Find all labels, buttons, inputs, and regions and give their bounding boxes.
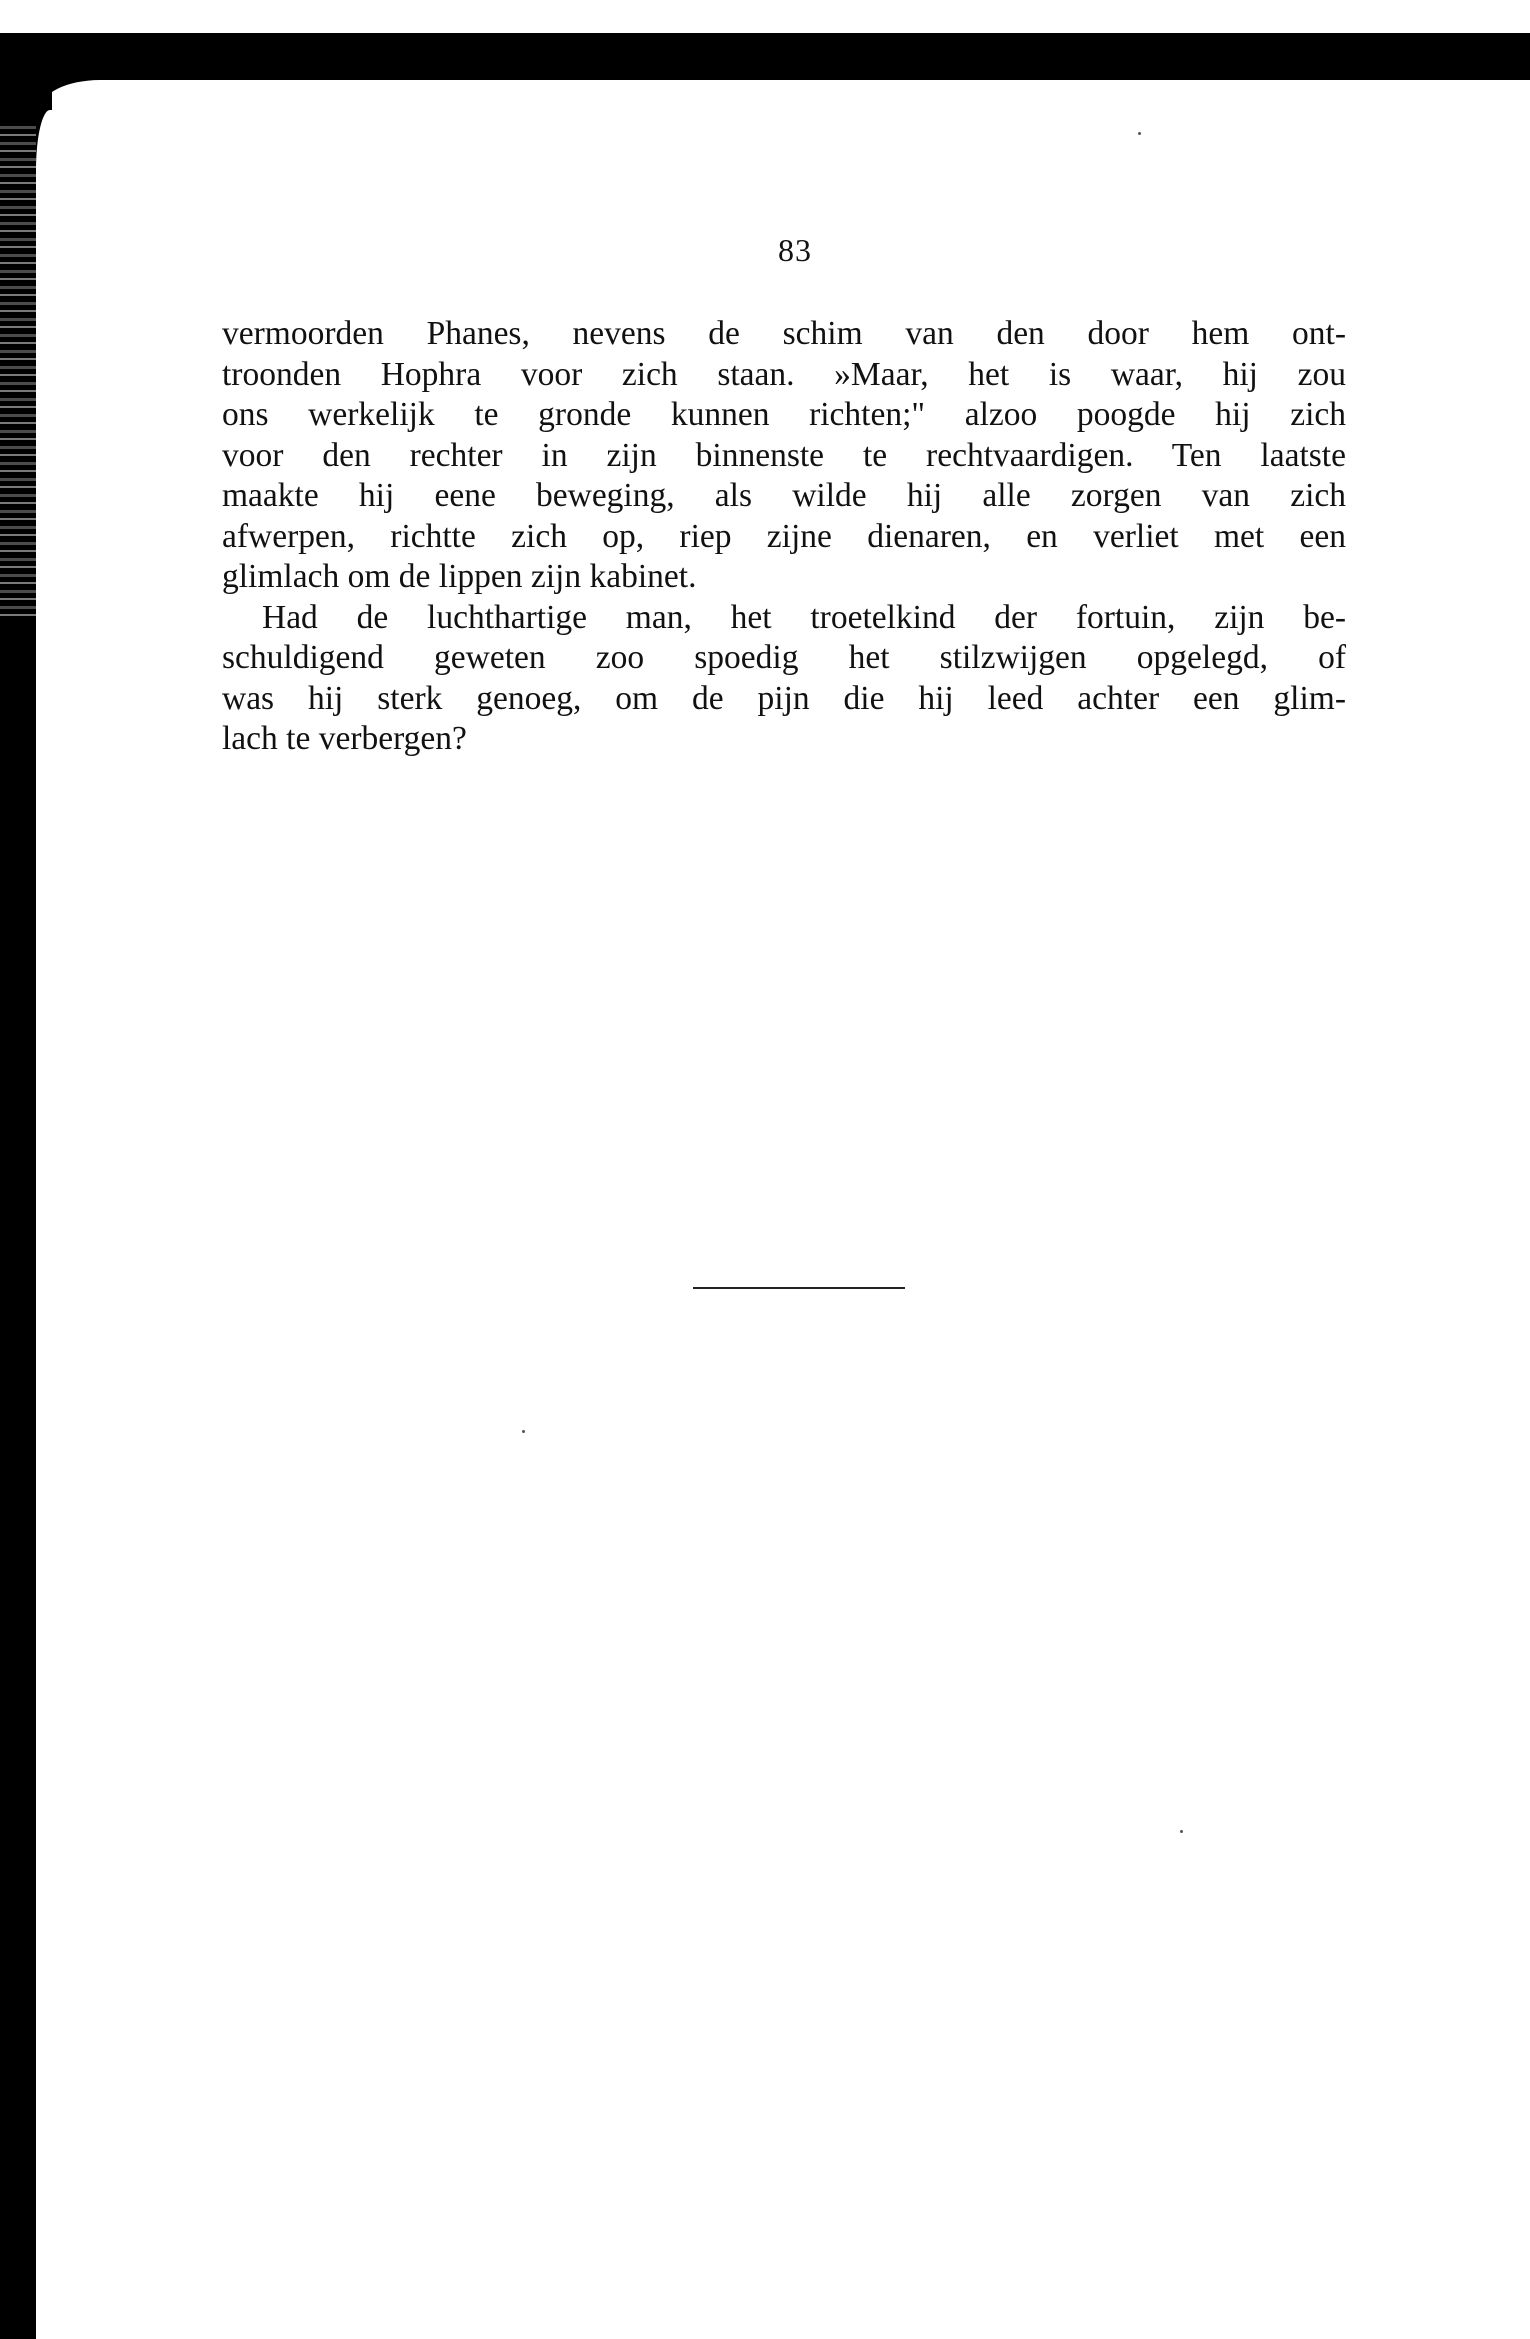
text-line: lach te verbergen?	[222, 720, 467, 757]
page-number: 83	[778, 232, 812, 268]
text-line: afwerpen, richtte zich op, riep zijne dienaren, en verliet met een	[222, 517, 1346, 555]
text-line: was hij sterk genoeg, om de pijn die hij leed achter een glim-	[222, 679, 1346, 717]
text-line: glimlach om de lippen zijn kabinet.	[222, 558, 697, 595]
scan-border-fray	[0, 120, 36, 620]
text-line: troonden Hophra voor zich staan. »Maar, het is waar, hij zou	[222, 355, 1346, 393]
page-corner-curve	[40, 80, 1530, 120]
text-line: vermoorden Phanes, nevens de schim van den door hem ont-	[222, 315, 1346, 352]
text-line: schuldigend geweten zoo spoedig het stilzwijgen opgelegd, of	[222, 639, 1346, 676]
scan-speck	[1138, 132, 1141, 135]
scan-speck	[1180, 1830, 1183, 1833]
text-line: Had de luchthartige man, het troetelkind der fortuin, zijn be-	[262, 598, 1346, 636]
text-line: voor den rechter in zijn binnenste te rechtvaardigen. Ten laatste	[222, 436, 1346, 474]
text-line: maakte hij eene beweging, als wilde hij alle zorgen van zich	[222, 477, 1346, 514]
section-divider	[693, 1287, 905, 1289]
text-line: ons werkelijk te gronde kunnen richten;" alzoo poogde hij zich	[222, 396, 1346, 433]
scan-speck	[522, 1430, 525, 1433]
body-text	[222, 314, 1346, 760]
page-left-edge	[36, 110, 56, 2339]
